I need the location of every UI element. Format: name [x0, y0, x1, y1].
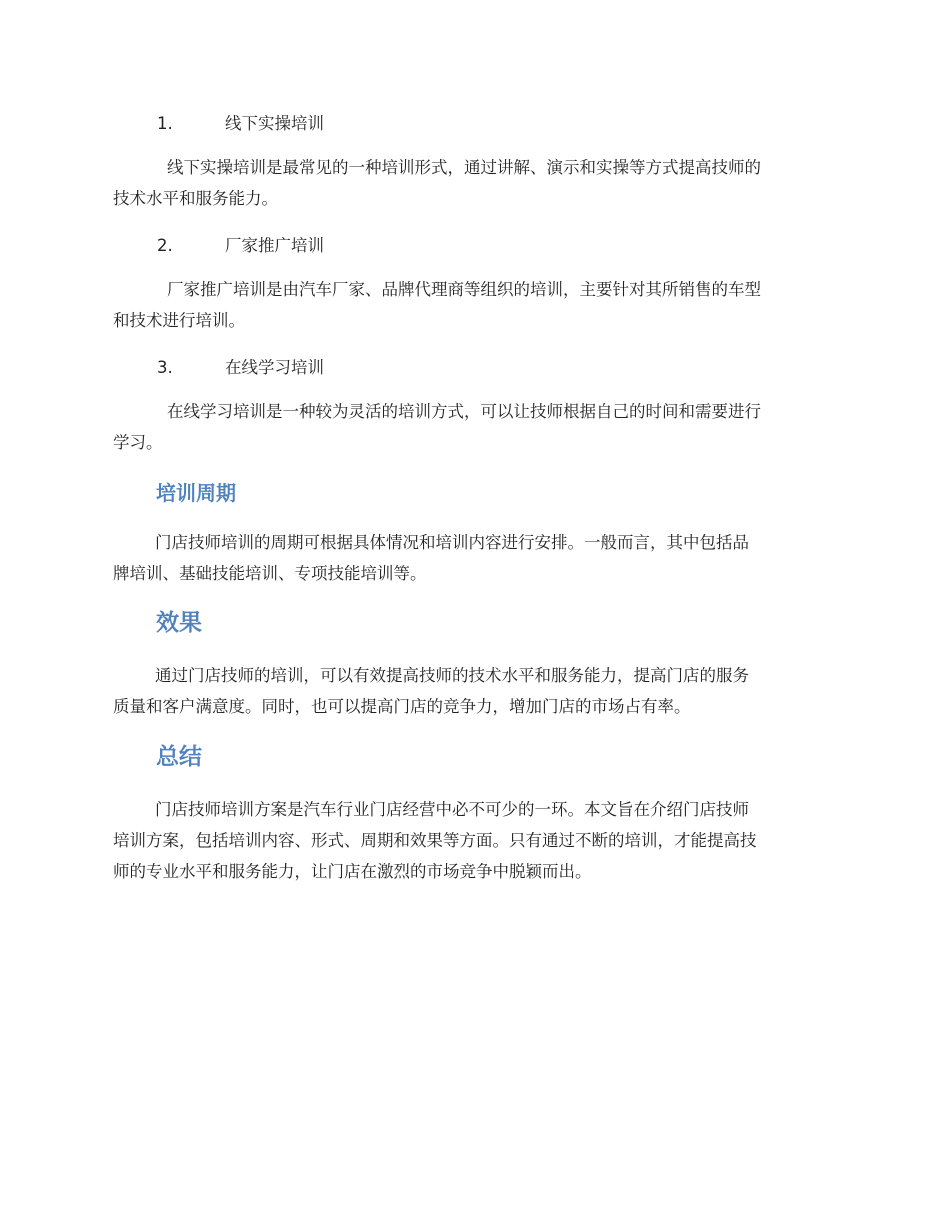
- section-heading-period: 培训周期: [156, 481, 236, 505]
- manufacturer-training-paragraph: [113, 274, 841, 336]
- period-paragraph: [113, 527, 841, 589]
- list-item-title: 线下实操培训: [225, 114, 324, 133]
- list-number: 3.: [157, 358, 173, 377]
- offline-training-paragraph: [113, 152, 841, 214]
- summary-paragraph: [113, 794, 841, 887]
- paragraph-line: 在线学习培训是一种较为灵活的培训方式，可以让技师根据自己的时间和需要进行: [167, 402, 761, 421]
- section-heading-summary: 总结: [156, 744, 202, 770]
- paragraph-line: 门店技师培训的周期可根据具体情况和培训内容进行安排。一般而言，其中包括品: [155, 533, 749, 552]
- list-item-title: 在线学习培训: [225, 358, 324, 377]
- paragraph-line: 线下实操培训是最常见的一种培训形式，通过讲解、演示和实操等方式提高技师的: [167, 158, 761, 177]
- online-training-paragraph: [113, 396, 841, 458]
- paragraph-line: 技术水平和服务能力。: [113, 189, 278, 208]
- paragraph-line: 学习。: [113, 433, 163, 452]
- list-number: 1.: [157, 114, 173, 133]
- paragraph-line: 通过门店技师的培训，可以有效提高技师的技术水平和服务能力，提高门店的服务: [155, 666, 749, 685]
- effect-paragraph: [113, 660, 841, 722]
- paragraph-line: 培训方案，包括培训内容、形式、周期和效果等方面。只有通过不断的培训，才能提高技: [113, 831, 757, 850]
- section-heading-effect: 效果: [156, 610, 202, 636]
- paragraph-line: 质量和客户满意度。同时，也可以提高门店的竞争力，增加门店的市场占有率。: [113, 697, 691, 716]
- paragraph-line: 和技术进行培训。: [113, 311, 245, 330]
- paragraph-line: 牌培训、基础技能培训、专项技能培训等。: [113, 564, 427, 583]
- list-item-title: 厂家推广培训: [225, 236, 324, 255]
- paragraph-line: 门店技师培训方案是汽车行业门店经营中必不可少的一环。本文旨在介绍门店技师: [155, 800, 749, 819]
- paragraph-line: 厂家推广培训是由汽车厂家、品牌代理商等组织的培训，主要针对其所销售的车型: [167, 280, 761, 299]
- paragraph-line: 师的专业水平和服务能力，让门店在激烈的市场竞争中脱颖而出。: [113, 862, 592, 881]
- list-number: 2.: [157, 236, 173, 255]
